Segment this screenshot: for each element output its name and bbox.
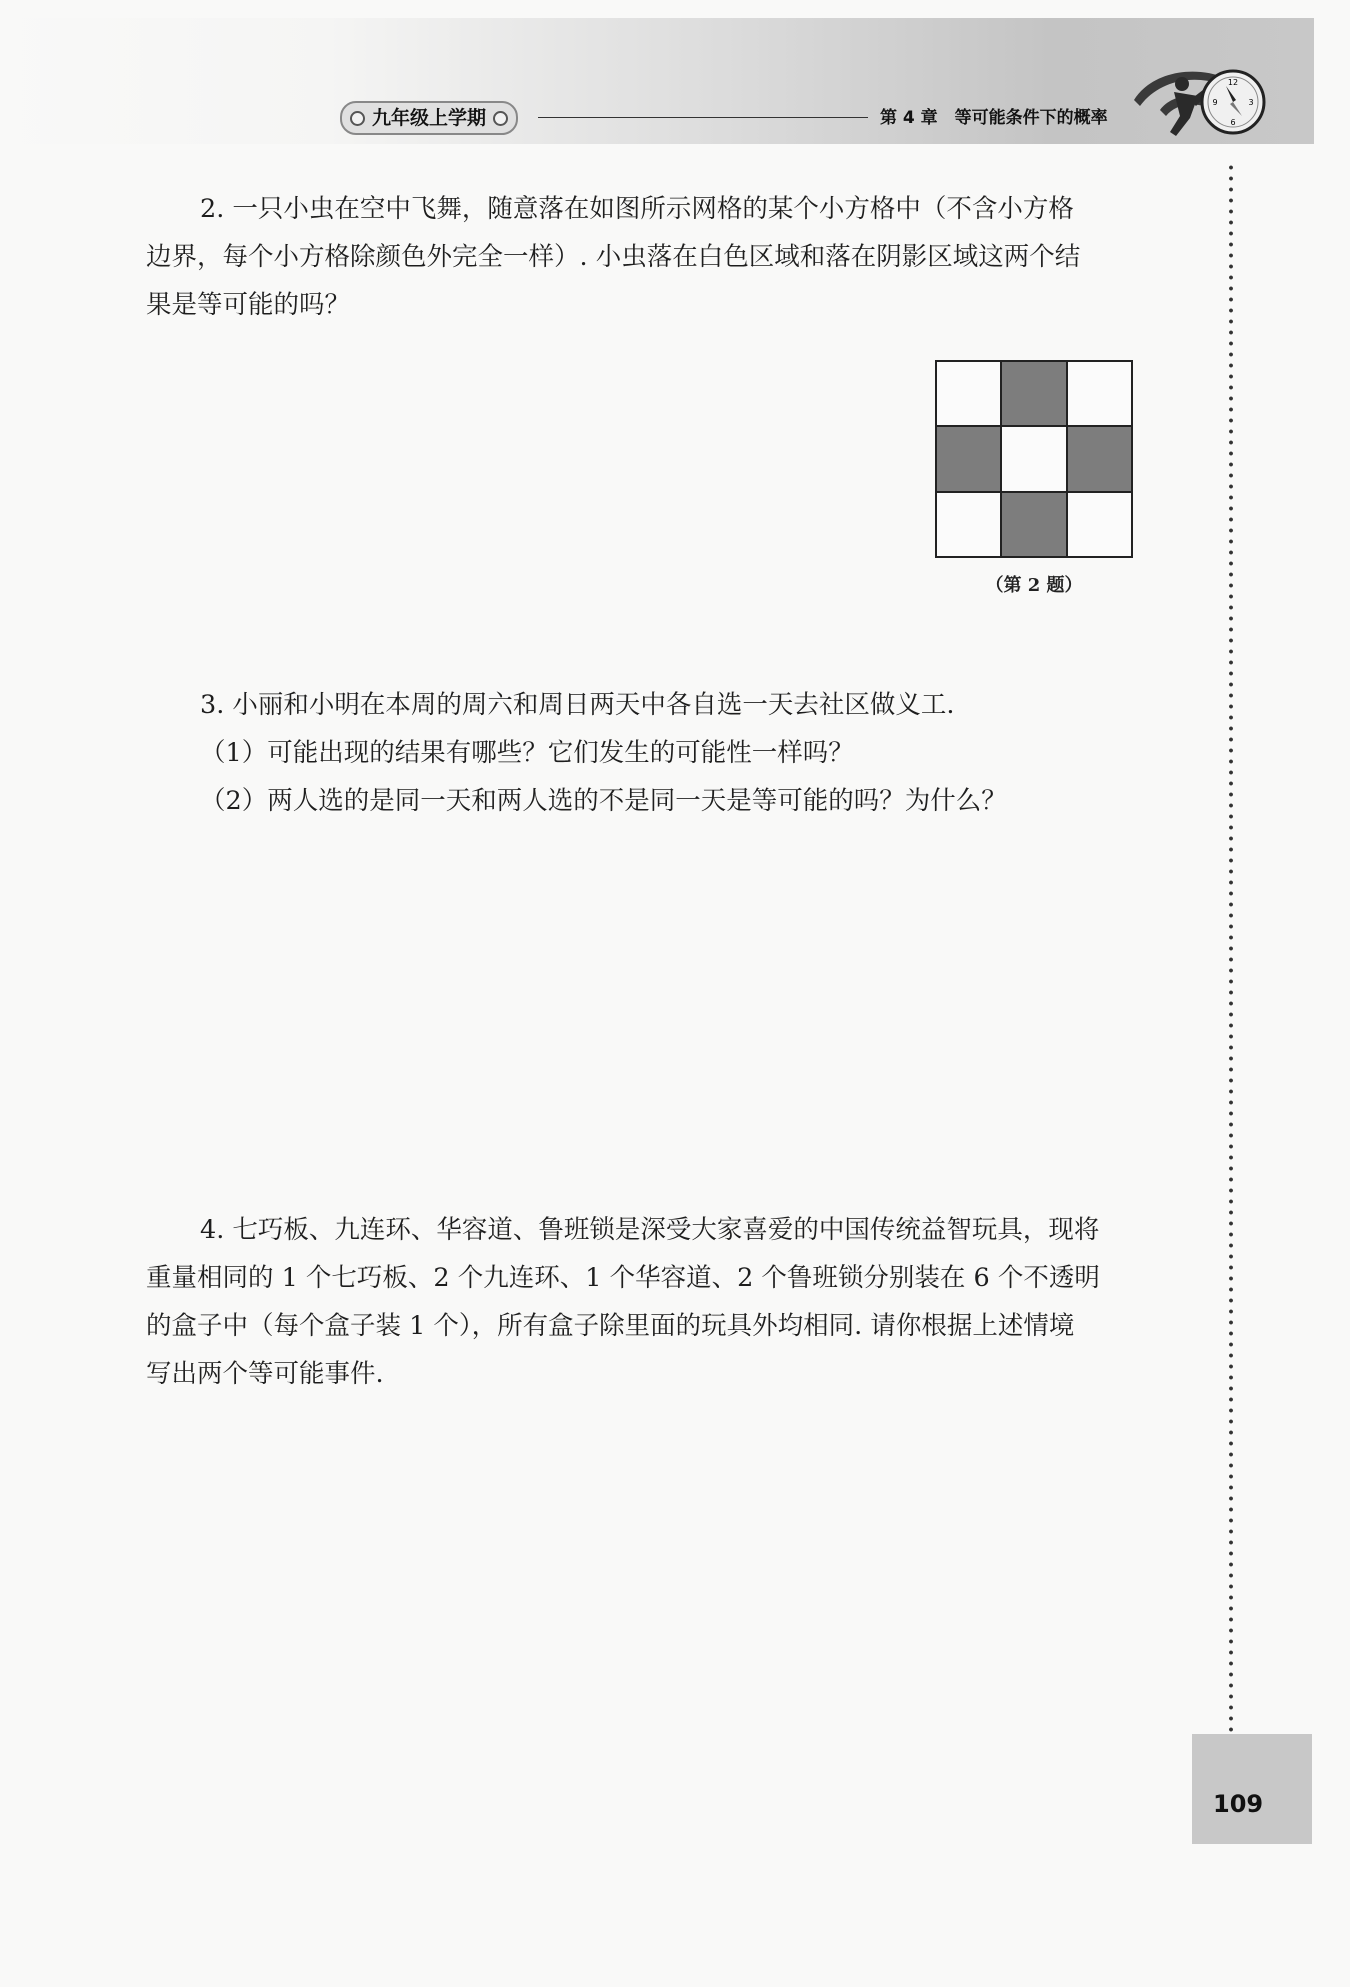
question-2-grid-figure [935, 360, 1133, 558]
grid-cell-shaded [1067, 426, 1132, 491]
grid-cell-white [936, 492, 1001, 557]
question-4-line: 写出两个等可能事件. [146, 1359, 384, 1389]
page-number-tab [1192, 1734, 1312, 1844]
header-rule [538, 117, 868, 118]
header-band [0, 18, 1314, 144]
question-4-line: 重量相同的 1 个七巧板、2 个九连环、1 个华容道、2 个鲁班锁分别装在 6 个不透明 [146, 1263, 1100, 1293]
page-number: 109 [1213, 1790, 1264, 1818]
grid-cell-white [1067, 492, 1132, 557]
grid-cell-shaded [1001, 361, 1066, 426]
logo-clock-6: 6 [1230, 118, 1236, 127]
grid-cell-shaded [936, 426, 1001, 491]
question-4-line: 的盒子中（每个盒子装 1 个），所有盒子除里面的玩具外均相同. 请你根据上述情境 [146, 1311, 1075, 1341]
question-3-line: （1）可能出现的结果有哪些？它们发生的可能性一样吗？ [200, 738, 854, 768]
chapter-title: 第 4 章 等可能条件下的概率 [880, 108, 1108, 128]
logo-clock-3: 3 [1248, 98, 1254, 107]
dotted-margin-line [1229, 162, 1233, 1732]
figure-caption: （第 2 题） [985, 575, 1083, 596]
grid-cell-white [1001, 426, 1066, 491]
question-4-line: 4. 七巧板、九连环、华容道、鲁班锁是深受大家喜爱的中国传统益智玩具，现将 [200, 1215, 1100, 1245]
question-2-line: 2. 一只小虫在空中飞舞，随意落在如图所示网格的某个小方格中（不含小方格 [200, 194, 1074, 224]
question-3-line: （2）两人选的是同一天和两人选的不是同一天是等可能的吗？为什么？ [200, 786, 1007, 816]
question-2-line: 边界，每个小方格除颜色外完全一样）. 小虫落在白色区域和落在阴影区域这两个结 [146, 242, 1081, 272]
compass-runner-logo-icon [1130, 56, 1272, 144]
question-4 [146, 1206, 1136, 1398]
grid-cell-white [936, 361, 1001, 426]
grid-cell-white [1067, 361, 1132, 426]
question-3 [146, 681, 1136, 825]
question-2 [146, 185, 1136, 329]
grid-cell-shaded [1001, 492, 1066, 557]
question-2-line: 果是等可能的吗？ [146, 290, 351, 320]
logo-clock-9: 9 [1212, 98, 1218, 107]
grade-label: 九年级上学期 [340, 101, 518, 135]
question-3-line: 3. 小丽和小明在本周的周六和周日两天中各自选一天去社区做义工. [200, 690, 955, 720]
logo-clock-12: 12 [1227, 78, 1239, 87]
